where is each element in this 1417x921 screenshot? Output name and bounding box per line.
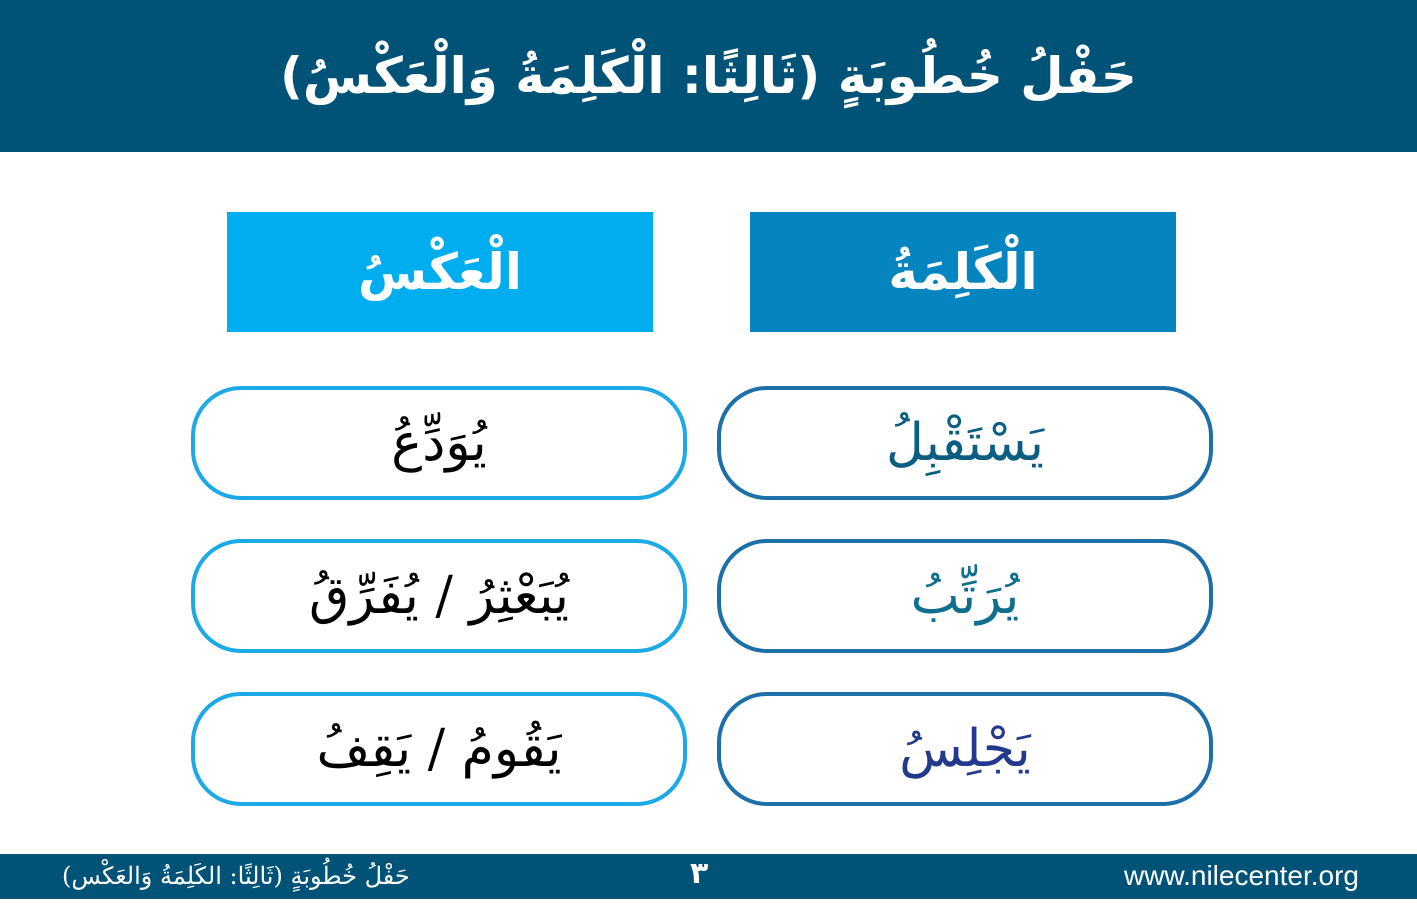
footer-url-link[interactable]: www.nilecenter.org (1123, 860, 1359, 891)
word-box-2: يُرَتِّبُ (717, 539, 1213, 653)
page-number: ٣ (690, 856, 709, 891)
column-header-word: الْكَلِمَةُ (750, 212, 1176, 332)
footer-bar (0, 854, 1417, 899)
word-box-1: يَسْتَقْبِلُ (717, 386, 1213, 500)
column-header-opposite: الْعَكْسُ (227, 212, 653, 332)
opposite-box-1: يُوَدِّعُ (191, 386, 687, 500)
title-bar (0, 0, 1417, 152)
opposite-box-2: يُبَعْثِرُ / يُفَرِّقُ (191, 539, 687, 653)
word-box-3: يَجْلِسُ (717, 692, 1213, 806)
slide-title: حَفْلُ خُطُوبَةٍ (ثَالِثًا: الْكَلِمَةُ وَالْعَكْسُ) (280, 47, 1137, 105)
opposite-box-3: يَقُومُ / يَقِفُ (191, 692, 687, 806)
footer-title: حَفْلُ خُطُوبَةٍ (ثَالِثًا: الكَلِمَةُ وَالعَكْس) (62, 862, 410, 890)
